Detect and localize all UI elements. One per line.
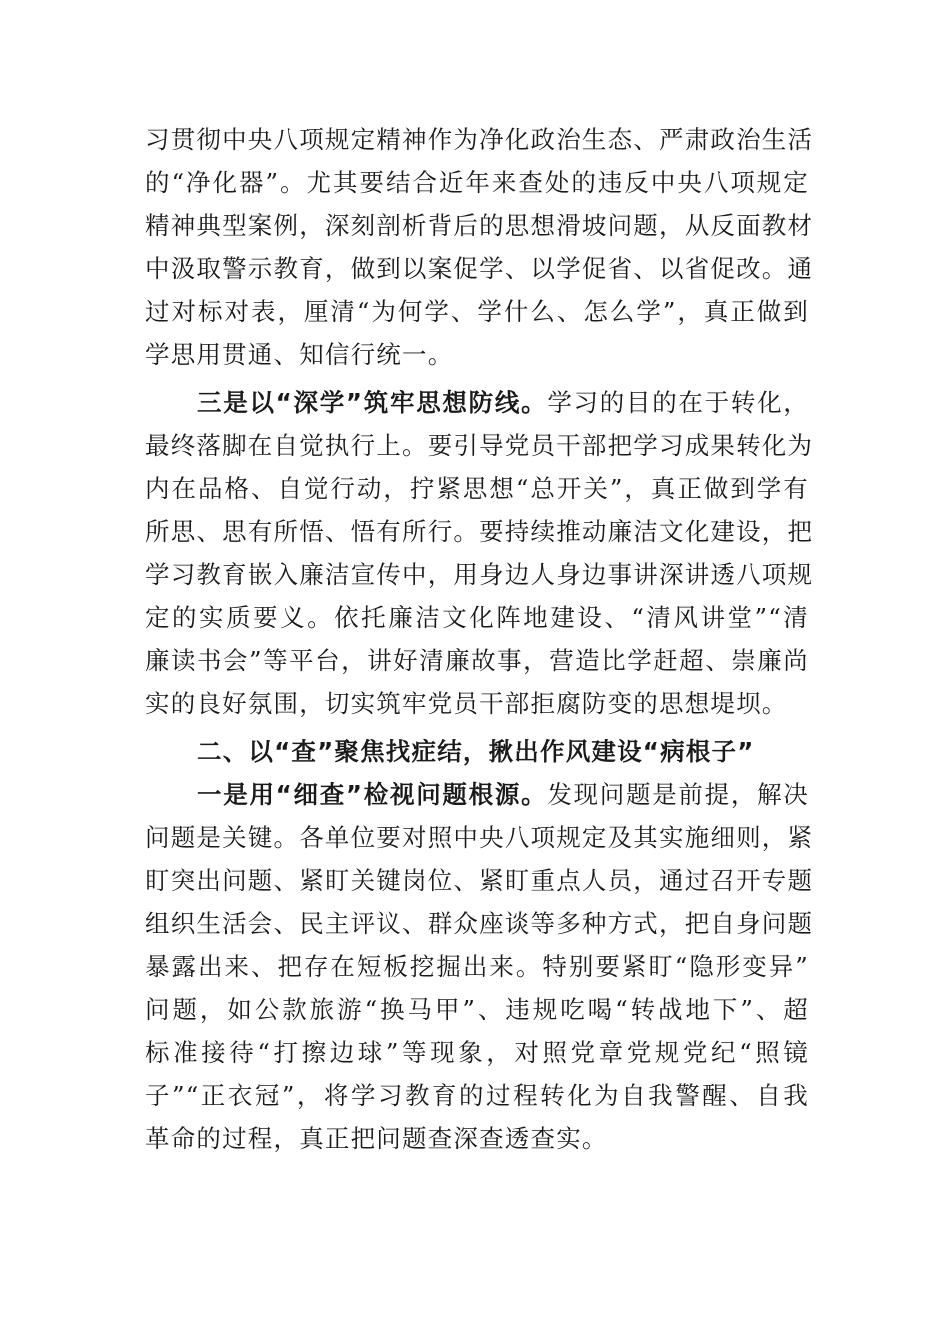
text-line: 中汲取警示教育，做到以案促学、以学促省、以省促改。通 bbox=[145, 254, 814, 283]
text-line: 革命的过程，真正把问题查深查透查实。 bbox=[145, 1124, 608, 1153]
text-line: 最终落脚在自觉执行上。要引导党员干部把学习成果转化为 bbox=[145, 431, 814, 460]
paragraph-2 bbox=[145, 381, 814, 725]
paragraph-1 bbox=[145, 118, 814, 376]
text-segment: 学习的目的在于转化， bbox=[547, 388, 810, 417]
text-line: 廉读书会”等平台，讲好清廉故事，营造比学赶超、崇廉尚 bbox=[145, 646, 809, 675]
text-line: 习贯彻中央八项规定精神作为净化政治生态、严肃政治生活 bbox=[145, 125, 814, 154]
text-line: 子”“正衣冠”，将学习教育的过程转化为自我警醒、自我 bbox=[145, 1081, 809, 1110]
text-line: 盯突出问题、紧盯关键岗位、紧盯重点人员，通过召开专题 bbox=[145, 866, 814, 895]
text-line: 学习教育嵌入廉洁宣传中，用身边人身边事讲深讲透八项规 bbox=[145, 560, 814, 589]
text-line: 的“净化器”。尤其要结合近年来查处的违反中央八项规定 bbox=[145, 168, 809, 197]
text-line: 暴露出来、把存在短板挖掘出来。特别要紧盯“隐形变异” bbox=[145, 952, 809, 981]
paragraph-3 bbox=[145, 773, 814, 1160]
text-line: 学思用贯通、知信行统一。 bbox=[145, 340, 454, 369]
text-segment: 发现问题是前提，解决 bbox=[547, 780, 810, 809]
text-line: 问题，如公款旅游“换马甲”、违规吃喝“转战地下”、超 bbox=[145, 995, 809, 1024]
text-line: 组织生活会、民主评议、群众座谈等多种方式，把自身问题 bbox=[145, 909, 814, 938]
text-line bbox=[145, 381, 809, 424]
text-line: 所思、思有所悟、悟有所行。要持续推动廉洁文化建设，把 bbox=[145, 517, 814, 546]
paragraph-lead: 一是用“细查”检视问题根源。 bbox=[197, 780, 548, 809]
document-page bbox=[145, 118, 814, 1160]
text-line: 内在品格、自觉行动，拧紧思想“总开关”，真正做到学有 bbox=[145, 474, 809, 503]
text-line: 实的良好氛围，切实筑牢党员干部拒腐防变的思想堤坝。 bbox=[145, 689, 788, 718]
paragraph-lead: 三是以“深学”筑牢思想防线。 bbox=[197, 388, 548, 417]
text-line: 精神典型案例，深刻剖析背后的思想滑坡问题，从反面教材 bbox=[145, 211, 814, 240]
text-line: 过对标对表，厘清“为何学、学什么、怎么学”，真正做到 bbox=[145, 297, 809, 326]
text-line: 标准接待“打擦边球”等现象，对照党章党规党纪“照镜 bbox=[145, 1038, 809, 1067]
section-heading: 二、以“查”聚焦找症结，揪出作风建设“病根子” bbox=[197, 737, 755, 766]
text-line: 问题是关键。各单位要对照中央八项规定及其实施细则，紧 bbox=[145, 823, 814, 852]
text-line: 定的实质要义。依托廉洁文化阵地建设、“清风讲堂”“清 bbox=[145, 603, 809, 632]
text-line bbox=[145, 773, 809, 816]
